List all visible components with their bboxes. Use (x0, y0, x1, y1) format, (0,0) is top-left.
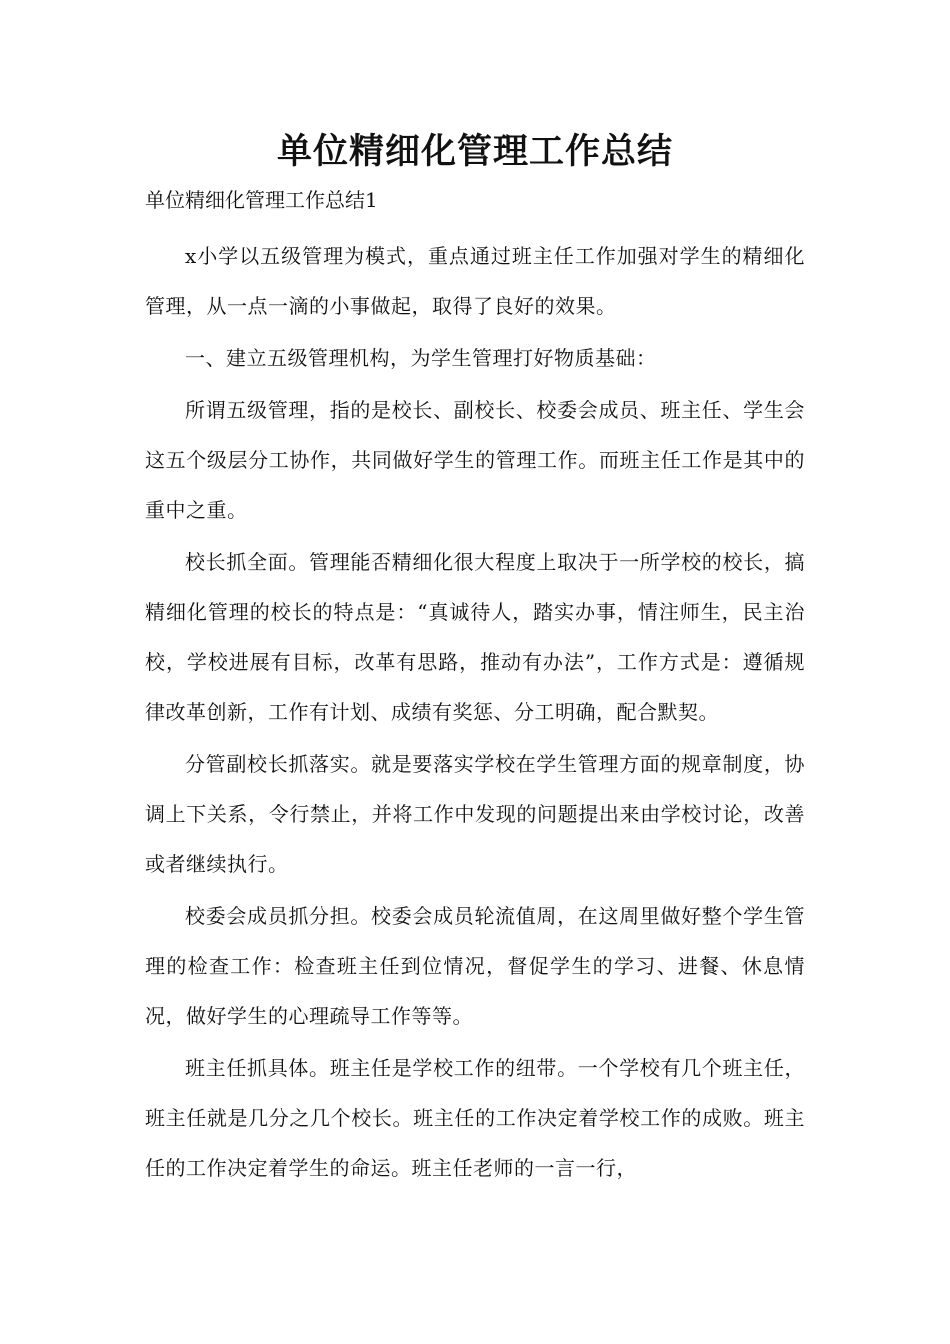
paragraph-committee: 校委会成员抓分担。校委会成员轮流值周，在这周里做好整个学生管理的检查工作：检查班主任到位情况，督促学生的学习、进餐、休息情况，做好学生的心理疏导工作等等。 (145, 904, 805, 1028)
paragraph-intro: x小学以五级管理为模式，重点通过班主任工作加强对学生的精细化管理，从一点一滴的小事做起，取得了良好的效果。 (145, 244, 805, 318)
document-body (145, 231, 805, 1195)
document-subtitle: 单位精细化管理工作总结1 (145, 188, 378, 212)
document-title: 单位精细化管理工作总结 (276, 132, 673, 172)
paragraph-five-levels: 所谓五级管理，指的是校长、副校长、校委会成员、班主任、学生会这五个级层分工协作，共同做好学生的管理工作。而班主任工作是其中的重中之重。 (145, 398, 805, 522)
paragraph-principal: 校长抓全面。管理能否精细化很大程度上取决于一所学校的校长，搞精细化管理的校长的特点是：“真诚待人，踏实办事，情注师生，民主治校，学校进展有目标，改革有思路，推动有办法”，工作方式是：遵循规律改革创新，工作有计划、成绩有奖惩、分工明确，配合默契。 (145, 550, 805, 724)
paragraph-head-teacher: 班主任抓具体。班主任是学校工作的纽带。一个学校有几个班主任，班主任就是几分之几个校长。班主任的工作决定着学校工作的成败。班主任的工作决定着学生的命运。班主任老师的一言一行， (145, 1056, 805, 1180)
paragraph-vice-principal: 分管副校长抓落实。就是要落实学校在学生管理方面的规章制度，协调上下关系，令行禁止，并将工作中发现的问题提出来由学校讨论，改善或者继续执行。 (145, 752, 805, 876)
section-heading: 一、建立五级管理机构，为学生管理打好物质基础： (185, 346, 657, 370)
